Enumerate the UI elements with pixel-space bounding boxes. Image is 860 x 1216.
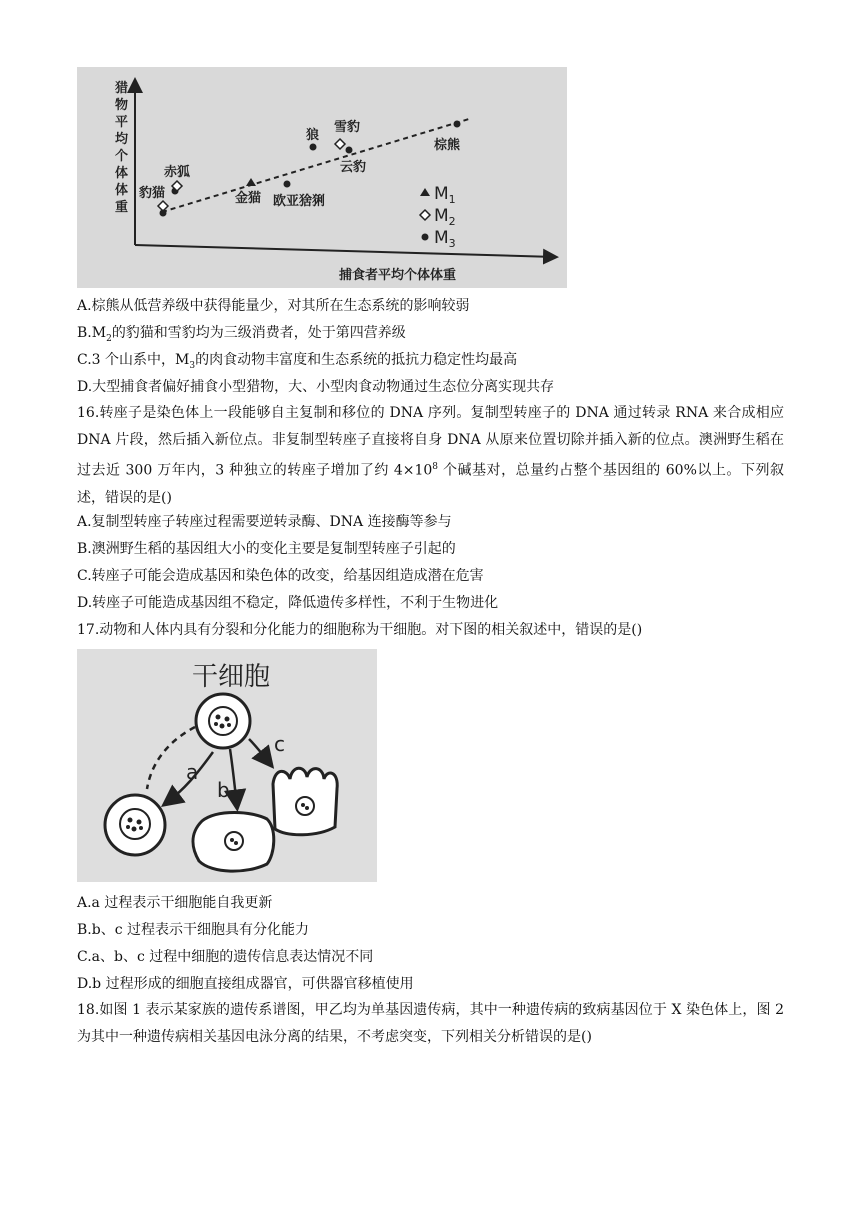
- stem-cell-top: [196, 694, 250, 748]
- label-eurasian-lynx: 欧亚猞猁: [273, 194, 326, 209]
- label-a: a: [186, 760, 199, 784]
- label-b: b: [217, 778, 230, 802]
- q16-option-a: A.复制型转座子转座过程需要逆转录酶、DNA 连接酶等参与: [77, 514, 452, 530]
- x-axis-label: 捕食者平均个体体重: [339, 268, 457, 283]
- q15-option-b: $B.M_2$的豹猫和雪豹均为三级消费者，处于第四营养级: [77, 325, 406, 344]
- legend-dot-icon: [422, 234, 429, 241]
- clouded-leopard-point: [346, 147, 353, 154]
- label-golden-cat: 金猫: [235, 191, 262, 206]
- q17-option-d: D.b 过程形成的细胞直接组成器官，可供器官移植使用: [77, 976, 414, 992]
- eurasian-lynx-point: [284, 181, 291, 188]
- q17-stem: 17.动物和人体内具有分裂和分化能力的细胞称为干细胞。对下图的相关叙述中，错误的是(): [77, 622, 643, 638]
- y-axis-label: 猎物平均个体体重: [115, 81, 129, 215]
- stem-cell-figure-svg: [77, 649, 377, 882]
- legend-m3: $M_3$: [434, 228, 456, 250]
- q16-option-b: B.澳洲野生稻的基因组大小的变化主要是复制型转座子引起的: [77, 541, 456, 557]
- arrow-b: [230, 749, 237, 807]
- golden-cat-m1-point: [246, 178, 256, 186]
- q16-stem: 16.转座子是染色体上一段能够自主复制和移位的 DNA 序列。复制型转座子的 DNA 通过转录 RNA 来合成相应 DNA 片段，然后插入新位点。非复制型转座子直接将自身 DNA 从原来位置切除并插入新的位点。澳洲野生稻在过去近 300 万年内，3 种独立的转座子增加了约 $4\times 10^8$ 个碱基对，总量约占整个基因组的 60%以上。下列叙述，错误的是(): [77, 405, 784, 506]
- snow-leopard-point: [335, 139, 345, 149]
- q17-option-c: C.a、b、c 过程中细胞的遗传信息表达情况不同: [77, 949, 374, 965]
- q17-option-b: B.b、c 过程表示干细胞具有分化能力: [77, 922, 309, 938]
- figure-title: 干细胞: [192, 662, 271, 692]
- legend-diamond-icon: [420, 210, 430, 220]
- label-brown-bear: 棕熊: [434, 138, 461, 153]
- wolf-point: [310, 144, 317, 151]
- label-red-fox: 赤狐: [164, 165, 191, 180]
- q15-option-d: D.大型捕食者偏好捕食小型猎物，大、小型肉食动物通过生态位分离实现共存: [77, 379, 555, 395]
- label-leopard-cat: 豹猫: [139, 186, 166, 201]
- q15-option-c: C.3 个山系中，$M_3$的肉食动物丰富度和生态系统的抵抗力稳定性均最高: [77, 352, 518, 371]
- arrow-c: [249, 739, 271, 765]
- predator-prey-figure: [77, 67, 567, 288]
- label-wolf: 狼: [306, 128, 320, 143]
- label-snow-leopard: 雪豹: [334, 120, 361, 135]
- brown-bear-point: [454, 121, 461, 128]
- predator-prey-figure-svg: [77, 67, 567, 288]
- q16-option-c: C.转座子可能会造成基因和染色体的改变，给基因组造成潜在危害: [77, 568, 484, 584]
- q15-option-a: A.棕熊从低营养级中获得能量少，对其所在生态系统的影响较弱: [77, 298, 470, 314]
- q18-stem: 18.如图 1 表示某家族的遗传系谱图，甲乙均为单基因遗传病，其中一种遗传病的致病基因位于 X 染色体上，图 2 为其中一种遗传病相关基因电泳分离的结果，不考虑突变，下列相关分析错误的是(): [77, 1002, 784, 1045]
- label-c: c: [274, 732, 285, 756]
- differentiated-cell-b: [193, 813, 274, 872]
- legend-m2: $M_2$: [434, 206, 456, 228]
- differentiated-cell-c: [273, 768, 337, 835]
- legend-triangle-icon: [420, 188, 430, 196]
- label-clouded-leopard: 云豹: [340, 160, 367, 175]
- figure-legend: [420, 184, 456, 250]
- q17-option-a: A.a 过程表示干细胞能自我更新: [77, 895, 273, 911]
- leopard-cat-m3-point: [160, 210, 167, 217]
- legend-m1: $M_1$: [434, 184, 456, 206]
- stem-cell-figure: [77, 649, 377, 882]
- x-axis: [135, 245, 555, 257]
- stem-cell-left: [105, 795, 165, 855]
- q16-option-d: D.转座子可能造成基因组不稳定，降低遗传多样性，不利于生物进化: [77, 595, 499, 611]
